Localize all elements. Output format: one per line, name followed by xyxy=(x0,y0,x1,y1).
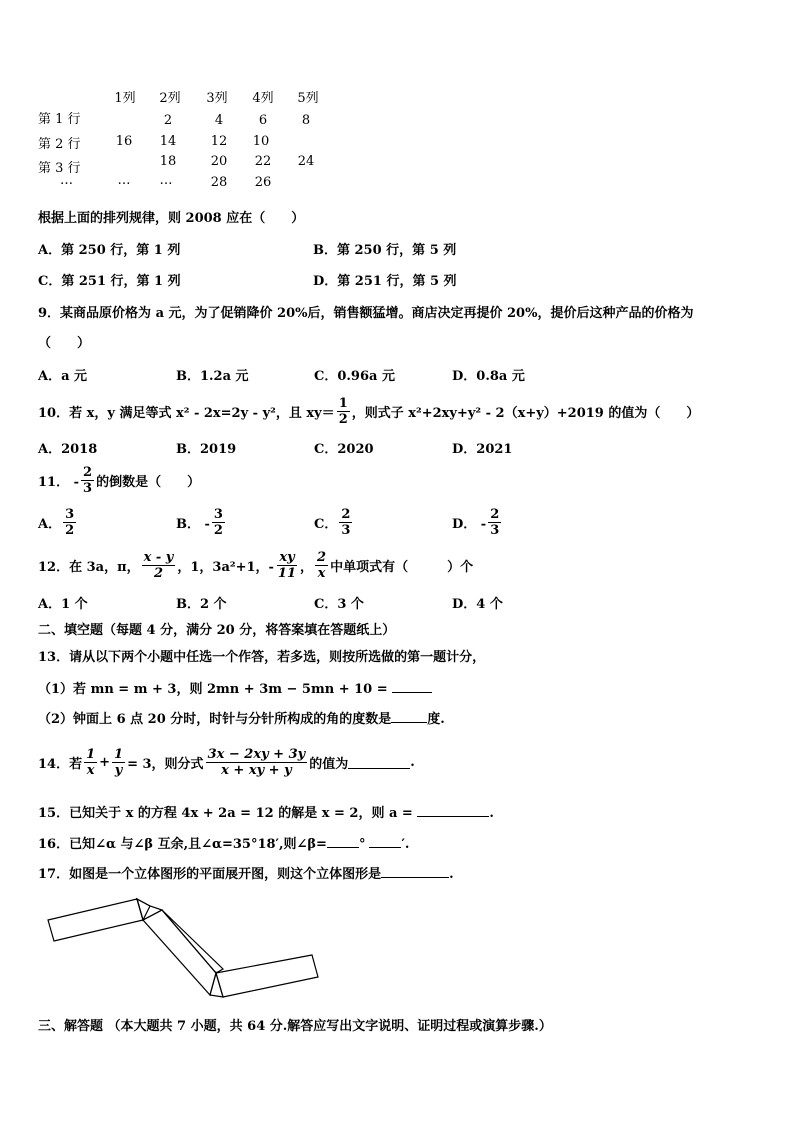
grid-cell: 18 xyxy=(159,154,177,169)
option-b: B．2019 xyxy=(176,442,237,457)
answer-blank[interactable] xyxy=(381,865,449,878)
option-b: B．1.2a 元 xyxy=(176,369,249,384)
row-label: 第 2 行 xyxy=(38,137,81,152)
fraction: $\frac{2}{3}$ xyxy=(341,506,351,538)
grid-cell: 16 xyxy=(115,134,133,149)
question-17-stem: 17．如图是一个立体图形的平面展开图，则这个立体图形是 . xyxy=(38,867,454,882)
answer-blank[interactable] xyxy=(417,804,489,817)
grid-cell: 22 xyxy=(254,154,272,169)
answer-blank-degrees[interactable] xyxy=(327,835,359,848)
fraction: $\frac{1}{x}$ xyxy=(86,746,96,778)
fraction: $\frac{1}{y}$ xyxy=(114,746,124,778)
question-14-stem: 14．若 $\frac{1}{x}$ + $\frac{1}{y}$ = 3，则分式 $\frac{3x - 2xy + 3y}{x + xy + y}$ 的值为 . xyxy=(38,746,415,778)
solid-net-figure xyxy=(40,893,330,1008)
fraction: $\frac{x - y}{2}$ xyxy=(143,549,174,581)
col-header: 3列 xyxy=(206,91,228,106)
option-c: C．3 个 xyxy=(314,597,364,612)
option-d: D． - $\frac{2}{3}$ xyxy=(452,506,500,538)
grid-cell: 2 xyxy=(163,113,173,128)
option-d: D．4 个 xyxy=(452,597,503,612)
col-header: 2列 xyxy=(159,91,181,106)
grid-cell: 12 xyxy=(210,134,228,149)
section-3-heading: 三、解答题 （本大题共 7 小题，共 64 分.解答应写出文字说明、证明过程或演算步骤.） xyxy=(38,1019,552,1034)
grid-cell: 4 xyxy=(214,113,224,128)
grid-cell: 20 xyxy=(210,154,228,169)
grid-cell: 26 xyxy=(254,175,272,190)
fraction: $\frac{1}{2}$ xyxy=(338,395,348,427)
option-a: A．a 元 xyxy=(38,369,88,384)
question-8-stem: 根据上面的排列规律，则 2008 应在（ ） xyxy=(38,211,305,226)
fraction: $\frac{2}{3}$ xyxy=(83,464,93,496)
answer-blank[interactable] xyxy=(348,756,410,769)
grid-cell: 14 xyxy=(159,134,177,149)
grid-cell: 24 xyxy=(297,154,315,169)
grid-cell: 10 xyxy=(252,134,270,149)
row-label: 第 3 行 xyxy=(38,161,81,176)
answer-blank[interactable] xyxy=(392,680,432,693)
option-b: B．2 个 xyxy=(176,597,227,612)
net-face xyxy=(143,910,216,995)
q10-pre: 10．若 x，y 满足等式 x² - 2x=2y - y²，且 xy＝ xyxy=(38,405,335,421)
option-c: C．第 251 行，第 1 列 xyxy=(38,274,181,289)
fraction: $\frac{3}{2}$ xyxy=(213,506,223,538)
grid-cell: 6 xyxy=(258,113,268,128)
option-c: C．2020 xyxy=(314,442,374,457)
question-12-stem: 12．在 3a，π， $\frac{x - y}{2}$ ，1，3a²+1，- $\frac{xy}{11}$ ， $\frac{2}{x}$ 中单项式有（ ）个 xyxy=(38,549,474,581)
option-a: A．1 个 xyxy=(38,597,88,612)
question-9-stem: 9．某商品原价格为 a 元，为了促销降价 20%后，销售额猛增。商店决定再提价 20%，提价后这种产品的价格为 xyxy=(38,306,694,321)
option-d: D．2021 xyxy=(452,442,513,457)
net-face xyxy=(210,973,223,997)
net-face xyxy=(162,910,223,973)
grid-cell: … xyxy=(159,173,173,188)
fraction: $\frac{3x - 2xy + 3y}{x + xy + y}$ xyxy=(207,746,306,778)
net-face xyxy=(216,955,318,997)
option-a: A．第 250 行，第 1 列 xyxy=(38,243,181,258)
section-2-heading: 二、填空题（每题 4 分，满分 20 分，将答案填在答题纸上） xyxy=(38,623,396,638)
question-16-stem: 16．已知∠α 与∠β 互余,且∠α=35°18′,则∠β= ° ′. xyxy=(38,837,410,852)
option-c: C． $\frac{2}{3}$ xyxy=(314,506,351,538)
grid-cell: … xyxy=(117,173,131,188)
option-a: A．2018 xyxy=(38,442,98,457)
option-b: B．第 250 行，第 5 列 xyxy=(313,243,457,258)
fraction: $\frac{xy}{11}$ xyxy=(277,549,297,581)
fraction: $\frac{3}{2}$ xyxy=(65,506,75,538)
question-10-stem xyxy=(38,393,699,429)
option-a: A． $\frac{3}{2}$ xyxy=(38,506,75,538)
question-15-stem: 15．已知关于 x 的方程 4x + 2a = 12 的解是 x = 2，则 a = . xyxy=(38,806,494,821)
question-13-stem: 13．请从以下两个小题中任选一个作答，若多选，则按所选做的第一题计分， xyxy=(38,650,486,665)
net-face xyxy=(48,899,143,941)
question-13-sub1: （1）若 mn = m + 3，则 2mn + 3m − 5mn + 10 = xyxy=(38,678,432,697)
option-b: B． - $\frac{3}{2}$ xyxy=(176,506,223,538)
option-d: D．第 251 行，第 5 列 xyxy=(313,274,457,289)
row-label: 第 1 行 xyxy=(38,112,81,127)
question-13-sub2: （2）钟面上 6 点 20 分时，时针与分针所构成的角的度数是 度. xyxy=(38,712,445,727)
fraction: $\frac{2}{x}$ xyxy=(317,549,327,581)
question-11-stem: 11． - $\frac{2}{3}$ 的倒数是（ ） xyxy=(38,464,201,496)
col-header: 1列 xyxy=(114,91,136,106)
option-c: C．0.96a 元 xyxy=(314,369,395,384)
col-header: 5列 xyxy=(297,91,319,106)
option-d: D．0.8a 元 xyxy=(452,369,525,384)
answer-blank[interactable] xyxy=(391,710,427,723)
question-9-paren: （ ） xyxy=(38,336,91,351)
q10-post: ，则式子 x²+2xy+y² - 2（x+y）+2019 的值为（ ） xyxy=(351,405,700,421)
fraction: $\frac{2}{3}$ xyxy=(490,506,500,538)
row-label: … xyxy=(60,173,73,188)
col-header: 4列 xyxy=(252,91,274,106)
answer-blank-minutes[interactable] xyxy=(369,835,401,848)
grid-cell: 28 xyxy=(210,175,228,190)
grid-cell: 8 xyxy=(301,113,311,128)
